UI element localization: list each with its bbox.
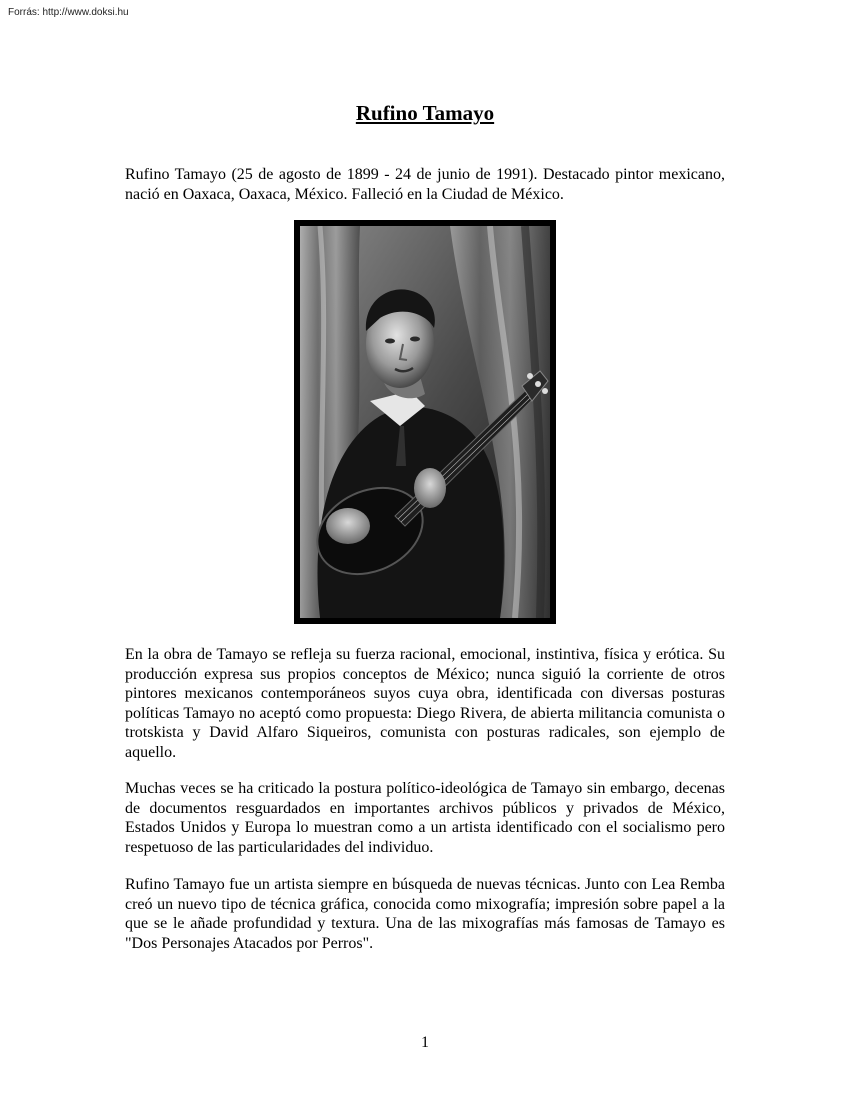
portrait-photo <box>294 220 556 624</box>
portrait-photo-illustration <box>300 226 550 618</box>
source-note: Forrás: http://www.doksi.hu <box>8 7 129 18</box>
body-paragraph-works: En la obra de Tamayo se refleja su fuerza racional, emocional, instintiva, física y erótica. Su producción expresa sus propios conceptos de México; nunca siguió la corriente de otros pintores mexicanos contemporáneos suyos cuya obra, identificada con diversas posturas políticas Tamayo no aceptó como propuesta: Diego Rivera, de abierta militancia comunista o trotskista y David Alfaro Siqueiros, comunista con posturas radicales, son ejemplo de aquello. <box>125 646 725 761</box>
page-number: 1 <box>421 1034 429 1051</box>
intro-paragraph: Rufino Tamayo (25 de agosto de 1899 - 24 de junio de 1991). Destacado pintor mexicano, nació en Oaxaca, Oaxaca, México. Falleció en la Ciudad de México. <box>125 166 725 203</box>
body-paragraph-techniques: Rufino Tamayo fue un artista siempre en búsqueda de nuevas técnicas. Junto con Lea Remba creó un nuevo tipo de técnica gráfica, conocida como mixografía; impresión sobre papel a la que se le añade profundidad y textura. Una de las mixografías más famosas de Tamayo es "Dos Personajes Atacados por Perros". <box>125 876 725 952</box>
body-paragraph-politics: Muchas veces se ha criticado la postura político-ideológica de Tamayo sin embargo, decenas de documentos resguardados en importantes archivos públicos y privados de México, Estados Unidos y Europa lo muestran como a un artista identificado con el socialismo pero respetuoso de las particularidades del individuo. <box>125 780 725 856</box>
page-title: Rufino Tamayo <box>355 101 495 125</box>
